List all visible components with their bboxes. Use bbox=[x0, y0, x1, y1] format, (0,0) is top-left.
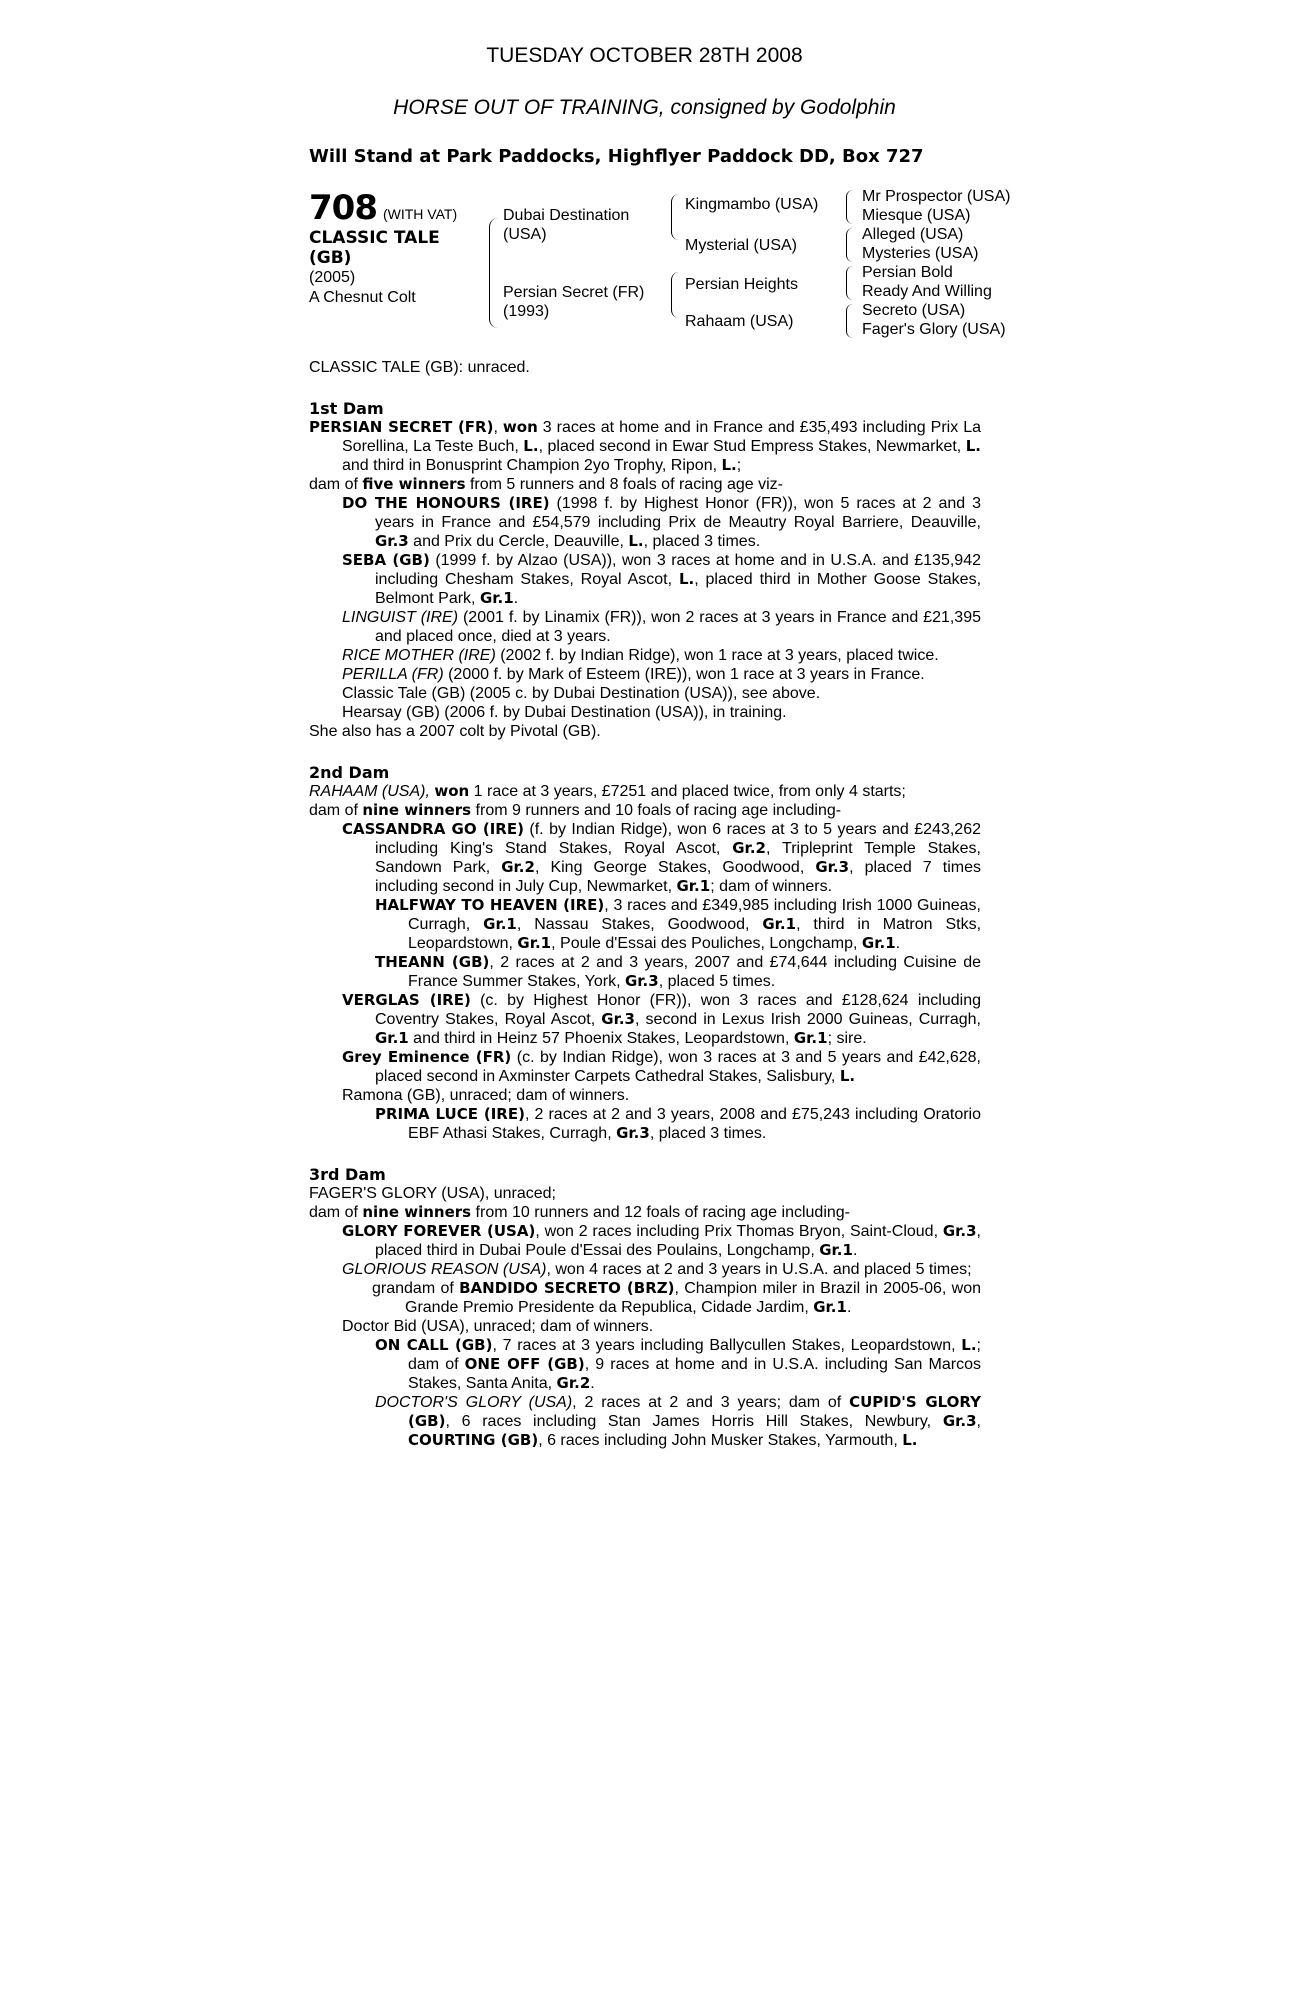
lot-number: 708 bbox=[309, 188, 377, 228]
third-dam-entry: FAGER'S GLORY (USA), unraced; bbox=[309, 1185, 556, 1202]
horse-country: (GB) bbox=[309, 248, 352, 268]
third-dam-heading: 3rd Dam bbox=[309, 1165, 386, 1184]
consignment-line: HORSE OUT OF TRAINING, consigned by Godolphin bbox=[393, 96, 896, 119]
gg-2: Miesque (USA) bbox=[862, 207, 971, 224]
produce-cassandra-go: CASSANDRA GO (IRE) (f. by Indian Ridge), won 6 races at 3 to 5 years and £243,262 including King's Stand Stakes, Royal Ascot, Gr.2, Tripleprint Temple Stakes, Sandown Park, Gr.2, King George Stakes, Goodwood, Gr.3, placed 7 times including second in July Cup, Newmarket, Gr.1; dam of winners. bbox=[342, 820, 982, 895]
sire-name: Dubai Destination bbox=[503, 207, 630, 224]
gg-4: Mysteries (USA) bbox=[862, 245, 979, 262]
produce-rice-mother: RICE MOTHER (IRE) (2002 f. by Indian Ridge), won 1 race at 3 years, placed twice. bbox=[342, 647, 939, 664]
brace-3b bbox=[846, 228, 853, 262]
third-dam-summary: dam of nine winners from 10 runners and 12 foals of racing age including- bbox=[309, 1203, 850, 1221]
produce-theann: THEANN (GB), 2 races at 2 and 3 years, 2007 and £74,644 including Cuisine de France Summer Stakes, York, Gr.3, placed 5 times. bbox=[375, 953, 981, 990]
second-dam-summary: dam of nine winners from 9 runners and 10 foals of racing age including- bbox=[309, 801, 842, 819]
horse-year: (2005) bbox=[309, 269, 356, 286]
dam-sire-brace bbox=[489, 218, 498, 328]
first-dam-summary: dam of five winners from 5 runners and 8 foals of racing age viz- bbox=[309, 475, 784, 493]
produce-classic-tale: Classic Tale (GB) (2005 c. by Dubai Destination (USA)), see above. bbox=[342, 685, 821, 702]
sale-date: TUESDAY OCTOBER 28TH 2008 bbox=[486, 44, 803, 67]
dam-name: Persian Secret (FR) bbox=[503, 284, 645, 301]
lot-info bbox=[309, 188, 457, 308]
first-dam-heading: 1st Dam bbox=[309, 399, 384, 418]
produce-prima-luce: PRIMA LUCE (IRE), 2 races at 2 and 3 years, 2008 and £75,243 including Oratorio EBF Athasi Stakes, Curragh, Gr.3, placed 3 times. bbox=[375, 1105, 982, 1142]
produce-doctors-glory: DOCTOR'S GLORY (USA), 2 races at 2 and 3 years; dam of CUPID'S GLORY (GB), 6 races including Stan James Horris Hill Stakes, Newbury, Gr.3, COURTING (GB), 6 races including John Musker Stakes, Yarmouth, L. bbox=[375, 1393, 982, 1449]
produce-grey-eminence: Grey Eminence (FR) (c. by Indian Ridge), won 3 races at 3 and 5 years and £42,628, placed second in Axminster Carpets Cathedral Stakes, Salisbury, L. bbox=[342, 1048, 981, 1085]
gg-5: Persian Bold bbox=[862, 264, 953, 281]
produce-bandido-secreto: grandam of BANDIDO SECRETO (BRZ), Champion miler in Brazil in 2005-06, won Grande Premio Presidente da Republica, Cidade Jardim, Gr.1. bbox=[372, 1279, 982, 1316]
produce-verglas: VERGLAS (IRE) (c. by Highest Honor (FR)), won 3 races and £128,624 including Coventry Stakes, Royal Ascot, Gr.3, second in Lexus Irish 2000 Guineas, Curragh, Gr.1 and third in Heinz 57 Phoenix Stakes, Leopardstown, Gr.1; sire. bbox=[342, 991, 981, 1047]
brace-3c bbox=[846, 266, 853, 300]
horse-name: CLASSIC TALE bbox=[309, 228, 440, 248]
catalogue-body bbox=[309, 358, 981, 1450]
sire-line-brace bbox=[671, 194, 679, 240]
gg-8: Fager's Glory (USA) bbox=[862, 321, 1006, 338]
dam-year: (1993) bbox=[503, 303, 550, 320]
gg-3: Alleged (USA) bbox=[862, 226, 964, 243]
pedigree-box bbox=[309, 188, 1029, 348]
sire-sire: Kingmambo (USA) bbox=[685, 196, 819, 213]
gg-7: Secreto (USA) bbox=[862, 302, 966, 319]
sire-dam: Mysterial (USA) bbox=[685, 237, 798, 254]
produce-seba: SEBA (GB) (1999 f. by Alzao (USA)), won 3 races at home and in U.S.A. and £135,942 including Chesham Stakes, Royal Ascot, L., placed third in Mother Goose Stakes, Belmont Park, Gr.1. bbox=[342, 551, 982, 607]
second-dam-heading: 2nd Dam bbox=[309, 763, 390, 782]
dam-sire: Persian Heights bbox=[685, 276, 798, 293]
vat-note: (WITH VAT) bbox=[382, 206, 458, 222]
produce-hearsay: Hearsay (GB) (2006 f. by Dubai Destination (USA)), in training. bbox=[342, 704, 787, 721]
produce-glory-forever: GLORY FOREVER (USA), won 2 races including Prix Thomas Bryon, Saint-Cloud, Gr.3, placed third in Dubai Poule d'Essai des Poulains, Longchamp, Gr.1. bbox=[342, 1222, 981, 1259]
horse-description: A Chesnut Colt bbox=[309, 289, 416, 306]
second-dam-entry: RAHAAM (USA), won 1 race at 3 years, £7251 and placed twice, from only 4 starts; bbox=[309, 782, 906, 800]
first-dam-entry: PERSIAN SECRET (FR), won 3 races at home and in France and £35,493 including Prix La Sorellina, La Teste Buch, L., placed second in Ewar Stud Empress Stakes, Newmarket, L. and third in Bonusprint Champion 2yo Trophy, Ripon, L.; bbox=[309, 418, 981, 474]
brace-3a bbox=[846, 190, 853, 224]
sire-origin: (USA) bbox=[503, 226, 547, 243]
gg-6: Ready And Willing bbox=[862, 283, 992, 300]
produce-perilla: PERILLA (FR) (2000 f. by Mark of Esteem (IRE)), won 1 race at 3 years in France. bbox=[342, 666, 925, 683]
produce-on-call: ON CALL (GB), 7 races at 3 years including Ballycullen Stakes, Leopardstown, L.; dam of ONE OFF (GB), 9 races at home and in U.S.A. including San Marcos Stakes, Santa Anita, Gr.2. bbox=[375, 1336, 981, 1392]
produce-do-the-honours: DO THE HONOURS (IRE) (1998 f. by Highest Honor (FR)), won 5 races at 2 and 3 years in France and £54,579 including Prix de Meautry Royal Barriere, Deauville, Gr.3 and Prix du Cercle, Deauville, L., placed 3 times. bbox=[342, 494, 982, 550]
produce-doctor-bid: Doctor Bid (USA), unraced; dam of winners. bbox=[342, 1318, 654, 1335]
produce-linguist: LINGUIST (IRE) (2001 f. by Linamix (FR)), won 2 races at 3 years in France and £21,395 and placed once, died at 3 years. bbox=[342, 609, 981, 645]
dam-line-brace bbox=[671, 272, 679, 318]
produce-halfway-to-heaven: HALFWAY TO HEAVEN (IRE), 3 races and £349,985 including Irish 1000 Guineas, Curragh, Gr.1, Nassau Stakes, Goodwood, Gr.1, third in Matron Stks, Leopardstown, Gr.1, Poule d'Essai des Pouliches, Longchamp, Gr.1. bbox=[375, 896, 982, 952]
produce-ramona: Ramona (GB), unraced; dam of winners. bbox=[342, 1087, 630, 1104]
produce-2007-colt: She also has a 2007 colt by Pivotal (GB). bbox=[309, 723, 601, 740]
race-record: CLASSIC TALE (GB): unraced. bbox=[309, 359, 530, 376]
brace-3d bbox=[846, 304, 853, 338]
dam-dam: Rahaam (USA) bbox=[685, 313, 794, 330]
produce-glorious-reason: GLORIOUS REASON (USA), won 4 races at 2 and 3 years in U.S.A. and placed 5 times; bbox=[342, 1261, 972, 1278]
stand-location: Will Stand at Park Paddocks, Highflyer Paddock DD, Box 727 bbox=[309, 146, 924, 167]
gg-1: Mr Prospector (USA) bbox=[862, 188, 1011, 205]
